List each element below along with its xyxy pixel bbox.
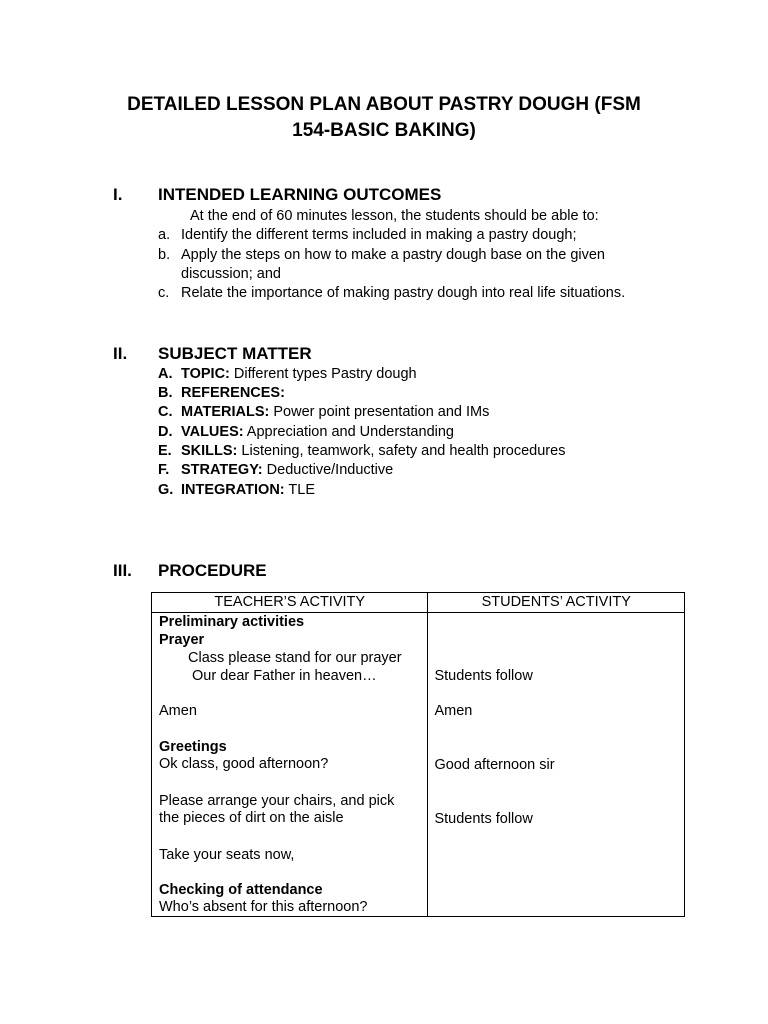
section-3-heading: PROCEDURE xyxy=(158,561,267,580)
section-2-heading: SUBJECT MATTER xyxy=(158,344,312,363)
subject-label-topic: TOPIC: xyxy=(181,366,230,382)
subject-label-skills: SKILLS: xyxy=(181,443,238,459)
section-1-numeral: I. xyxy=(113,185,123,204)
title-line-1: DETAILED LESSON PLAN ABOUT PASTRY DOUGH (FSM xyxy=(127,94,641,115)
prayer-line-1: Class please stand for our prayer xyxy=(188,650,402,666)
students-activity-header: STUDENTS’ ACTIVITY xyxy=(428,593,685,613)
document-title xyxy=(90,92,678,144)
subject-value-values: Appreciation and Understanding xyxy=(243,424,454,440)
outcome-text-c: Relate the importance of making pastry dough into real life situations. xyxy=(181,285,626,301)
section-2-numeral: II. xyxy=(113,344,128,363)
subject-marker-b: B. xyxy=(158,385,173,401)
subject-marker-a: A. xyxy=(158,366,173,382)
students-activity-cell xyxy=(428,613,685,917)
greetings-heading: Greetings xyxy=(159,739,227,755)
attendance-line-1: Who’s absent for this afternoon? xyxy=(159,899,368,915)
arrange-chairs-line-1: Please arrange your chairs, and pick xyxy=(159,793,395,809)
outcome-marker-a: a. xyxy=(158,227,171,243)
subject-label-integration: INTEGRATION: xyxy=(181,482,285,498)
section-3-numeral: III. xyxy=(113,561,132,580)
subject-label-strategy: STRATEGY: xyxy=(181,462,263,478)
outcome-marker-b: b. xyxy=(158,247,171,263)
subject-label-values: VALUES: xyxy=(181,424,244,440)
students-amen: Amen xyxy=(434,703,473,719)
preliminary-activities-heading: Preliminary activities xyxy=(159,614,305,630)
outcome-text-b-line-2: discussion; and xyxy=(181,266,281,282)
subject-value-integration: TLE xyxy=(284,482,315,498)
procedure-table-row xyxy=(152,613,685,917)
students-follow-2: Students follow xyxy=(434,811,533,827)
subject-marker-f: F. xyxy=(158,462,170,478)
subject-marker-d: D. xyxy=(158,424,173,440)
procedure-table-header-row xyxy=(152,593,685,613)
subject-value-strategy: Deductive/Inductive xyxy=(262,462,394,478)
arrange-chairs-line-2: the pieces of dirt on the aisle xyxy=(159,810,344,826)
students-good-afternoon: Good afternoon sir xyxy=(434,757,555,773)
teacher-activity-cell xyxy=(152,613,428,917)
greetings-line-1: Ok class, good afternoon? xyxy=(159,756,329,772)
procedure-table xyxy=(151,592,685,917)
teacher-activity-header: TEACHER’S ACTIVITY xyxy=(152,593,428,613)
students-follow-1: Students follow xyxy=(434,668,533,684)
teacher-amen: Amen xyxy=(159,703,197,719)
section-1-heading: INTENDED LEARNING OUTCOMES xyxy=(158,185,442,204)
take-seats-line: Take your seats now, xyxy=(159,847,295,863)
subject-value-materials: Power point presentation and IMs xyxy=(269,404,490,420)
subject-marker-c: C. xyxy=(158,404,173,420)
prayer-heading: Prayer xyxy=(159,632,205,648)
subject-label-materials: MATERIALS: xyxy=(181,404,270,420)
title-line-2: 154-BASIC BAKING) xyxy=(292,120,476,141)
outcome-marker-c: c. xyxy=(158,285,170,301)
outcome-text-b-line-1: Apply the steps on how to make a pastry dough base on the given xyxy=(181,247,605,263)
subject-value-topic: Different types Pastry dough xyxy=(229,366,417,382)
prayer-line-2: Our dear Father in heaven… xyxy=(192,668,377,684)
subject-label-references: REFERENCES: xyxy=(181,385,285,401)
outcome-text-a: Identify the different terms included in making a pastry dough; xyxy=(181,227,577,243)
attendance-heading: Checking of attendance xyxy=(159,882,323,898)
subject-value-skills: Listening, teamwork, safety and health procedures xyxy=(237,443,566,459)
subject-marker-e: E. xyxy=(158,443,172,459)
outcomes-intro: At the end of 60 minutes lesson, the students should be able to: xyxy=(190,208,599,224)
subject-marker-g: G. xyxy=(158,482,174,498)
